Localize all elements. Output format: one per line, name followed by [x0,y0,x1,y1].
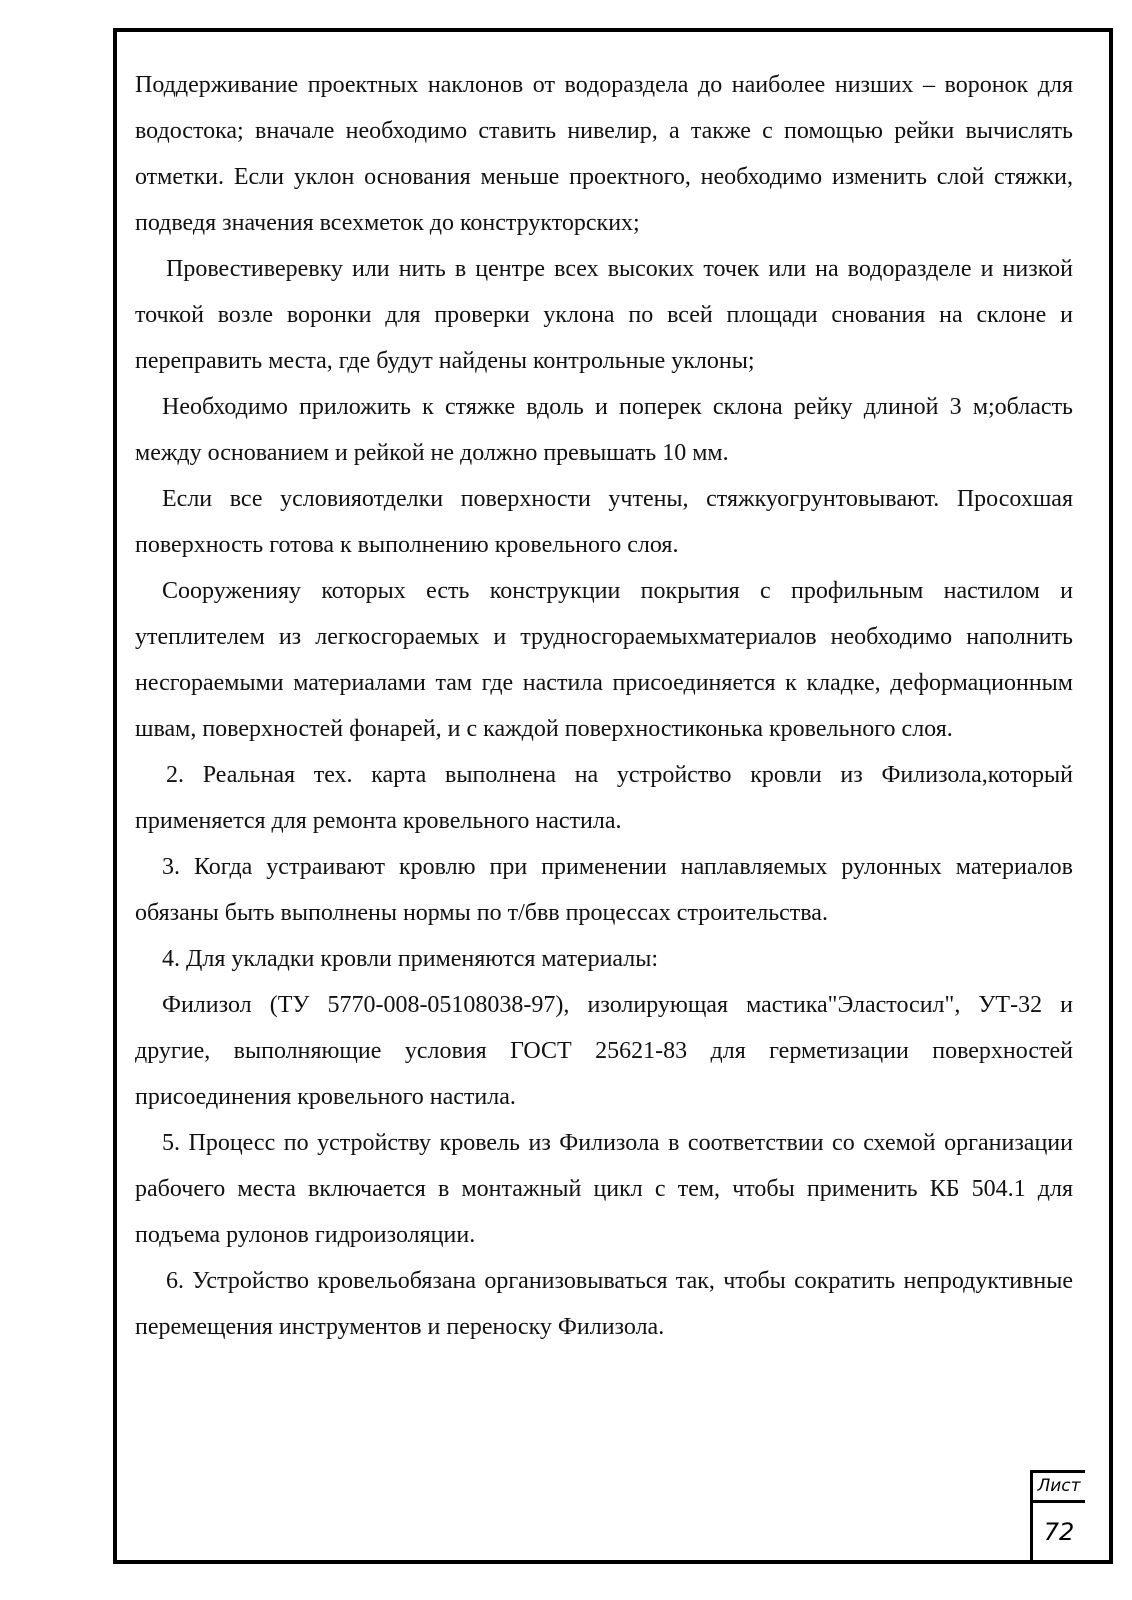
paragraph-8: 4. Для укладки кровли применяются материалы: [162,946,659,972]
paragraph-10: 5. Процесс по устройству кровель из Филизола в соответствии со схемой организации рабочего места включается в монтажный цикл с тем, чтобы применить КБ 504.1 для подъема рулонов гидроизоляции. [135,1130,1073,1248]
paragraph-2: Провестиверевку или нить в центре всех высоких точек или на водоразделе и низкой точкой возле воронки для проверки уклона по всей площади снования на склоне и переправить места, где будут найдены контрольные уклоны; [135,256,1073,374]
document-body [135,62,1073,1350]
sheet-label: Лист [1033,1473,1085,1503]
paragraph-6: 2. Реальная тех. карта выполнена на устройство кровли из Филизола,который применяется для ремонта кровельного настила. [135,762,1073,834]
sheet-stamp [1030,1470,1085,1560]
paragraph-11: 6. Устройство кровельобязана организовываться так, чтобы сократить непродуктивные перемещения инструментов и переноску Филизола. [135,1268,1073,1340]
paragraph-7: 3. Когда устраивают кровлю при применении наплавляемых рулонных материалов обязаны быть выполнены нормы по т/бвв процессах строительства. [135,854,1073,926]
paragraph-3: Необходимо приложить к стяжке вдоль и поперек склона рейку длиной 3 м;область между основанием и рейкой не должно превышать 10 мм. [135,394,1073,466]
paragraph-1: Поддерживание проектных наклонов от водораздела до наиболее низших – воронок для водостока; вначале необходимо ставить нивелир, а также с помощью рейки вычислять отметки. Если уклон основания меньше проектного, необходимо изменить слой стяжки, подведя значения всехметок до конструкторских; [135,72,1073,236]
paragraph-9: Филизол (ТУ 5770-008-05108038-97), изолирующая мастика"Эластосил", УТ-32 и другие, выполняющие условия ГОСТ 25621-83 для герметизации поверхностей присоединения кровельного настила. [135,992,1073,1110]
paragraph-4: Если все условияотделки поверхности учтены, стяжкуогрунтовывают. Просохшая поверхность готова к выполнению кровельного слоя. [135,486,1073,558]
sheet-number: 72 [1043,1518,1075,1546]
paragraph-5: Сооруженияу которых есть конструкции покрытия с профильным настилом и утеплителем из легкосгораемых и трудносгораемыхматериалов необходимо наполнить несгораемыми материалами там где настила присоединяется к кладке, деформационным швам, поверхностей фонарей, и с каждой поверхностиконька кровельного слоя. [135,578,1073,742]
